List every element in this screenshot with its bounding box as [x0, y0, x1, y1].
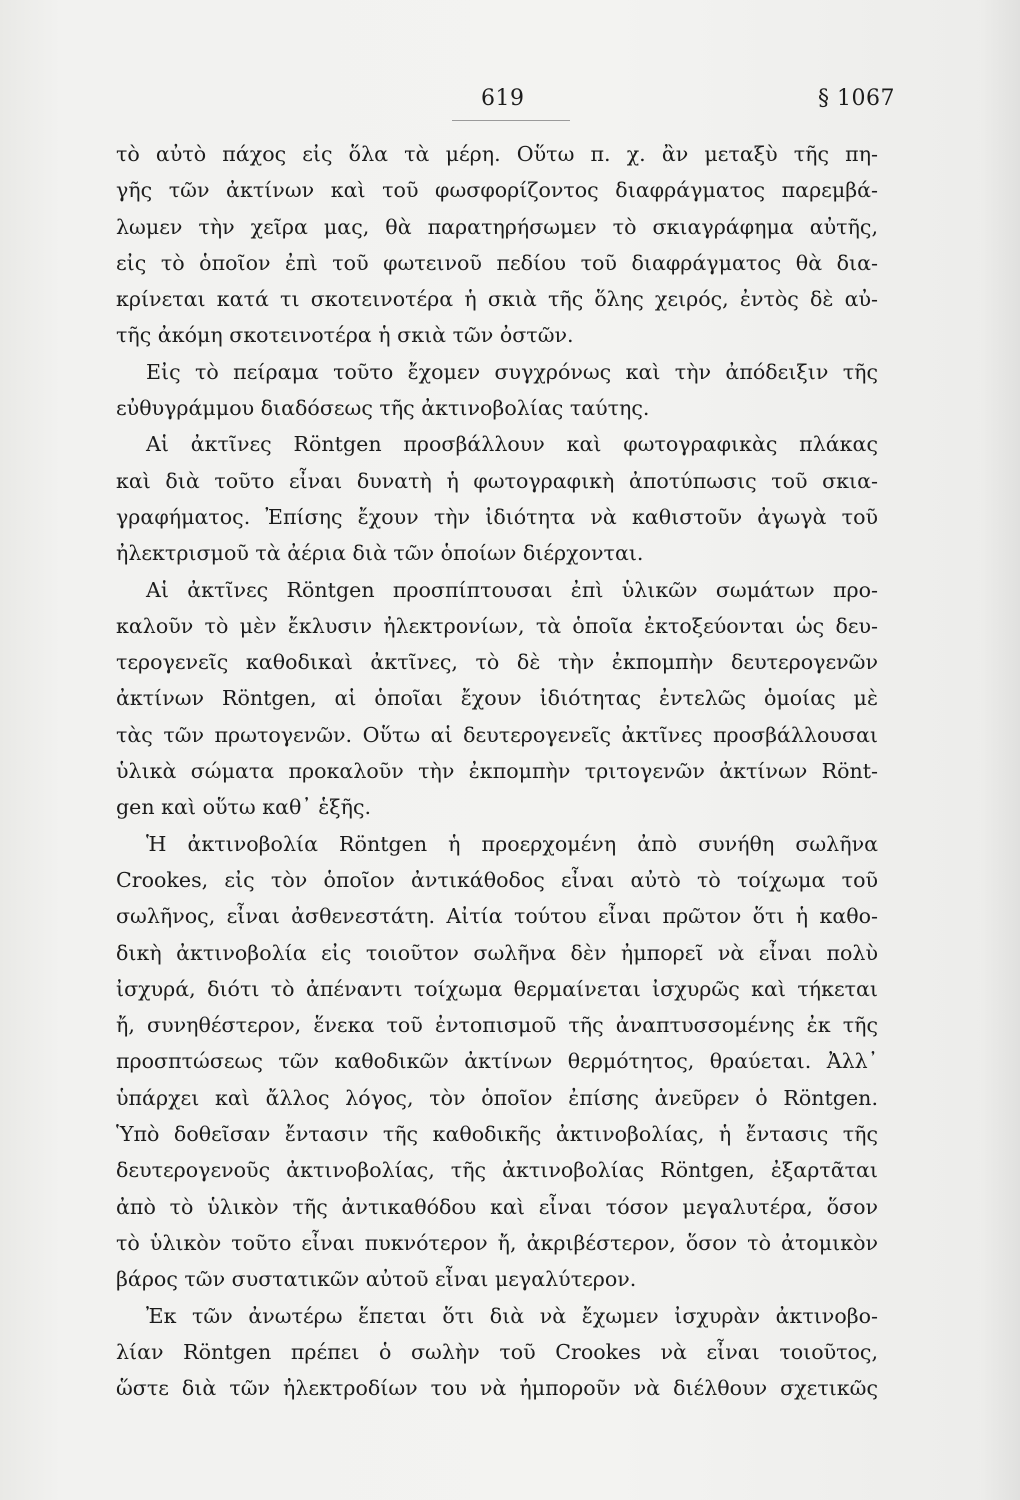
body-text: [116, 136, 878, 1406]
text-line: προσπτώσεως τῶν καθοδικῶν ἀκτίνων θερμότητος, θραύεται. Ἀλλ᾽: [116, 1049, 878, 1074]
text-line: ὑλικὰ σώματα προκαλοῦν τὴν ἐκπομπὴν τριτογενῶν ἀκτίνων Rönt-: [116, 759, 878, 784]
text-line: Ἡ ἀκτινοβολία Röntgen ἡ προερχομένη ἀπὸ συνήθη σωλῆνα: [146, 831, 878, 856]
text-line: ἤ, συνηθέστερον, ἕνεκα τοῦ ἐντοπισμοῦ τῆς ἀναπτυσσομένης ἐκ τῆς: [116, 1013, 878, 1038]
text-line: εὐθυγράμμου διαδόσεως τῆς ἀκτινοβολίας ταύτης.: [116, 396, 650, 421]
page-number: 619: [481, 86, 525, 111]
text-line: τὰς τῶν πρωτογενῶν. Οὕτω αἱ δευτερογενεῖς ἀκτῖνες προσβάλλουσαι: [116, 722, 878, 747]
text-line: Αἱ ἀκτῖνες Röntgen προσπίπτουσαι ἐπὶ ὑλικῶν σωμάτων προ-: [146, 577, 878, 602]
text-line: Ὑπὸ δοθεῖσαν ἔντασιν τῆς καθοδικῆς ἀκτινοβολίας, ἡ ἔντασις τῆς: [116, 1122, 878, 1147]
page-edge-shadow: [980, 0, 1020, 1500]
text-line: τὸ ὑλικὸν τοῦτο εἶναι πυκνότερον ἤ, ἀκριβέστερον, ὅσον τὸ ἀτομικὸν: [116, 1230, 878, 1255]
text-line: Αἱ ἀκτῖνες Röntgen προσβάλλουν καὶ φωτογραφικὰς πλάκας: [146, 432, 878, 457]
header-rule: [452, 120, 570, 121]
page-header: [0, 86, 1020, 126]
text-line: λωμεν τὴν χεῖρα μας, θὰ παρατηρήσωμεν τὸ σκιαγράφημα αὐτῆς,: [116, 214, 878, 239]
text-line: ἀπὸ τὸ ὑλικὸν τῆς ἀντικαθόδου καὶ εἶναι τόσον μεγαλυτέρα, ὅσον: [116, 1194, 878, 1219]
text-line: βάρος τῶν συστατικῶν αὐτοῦ εἶναι μεγαλύτερον.: [116, 1267, 637, 1292]
text-line: Ἐκ τῶν ἀνωτέρω ἕπεται ὅτι διὰ νὰ ἔχωμεν ἰσχυρὰν ἀκτινοβο-: [146, 1303, 878, 1328]
text-line: ἀκτίνων Röntgen, αἱ ὁποῖαι ἔχουν ἰδιότητας ἐντελῶς ὁμοίας μὲ: [116, 686, 878, 711]
text-line: ὑπάρχει καὶ ἄλλος λόγος, τὸν ὁποῖον ἐπίσης ἀνεῦρεν ὁ Röntgen.: [116, 1085, 878, 1110]
text-line: τερογενεῖς καθοδικαὶ ἀκτῖνες, τὸ δὲ τὴν ἐκπομπὴν δευτερογενῶν: [116, 650, 878, 675]
text-line: gen καὶ οὕτω καθ᾽ ἑξῆς.: [116, 795, 372, 820]
text-line: δικὴ ἀκτινοβολία εἰς τοιοῦτον σωλῆνα δὲν ἠμπορεῖ νὰ εἶναι πολὺ: [116, 940, 878, 965]
text-line: ἰσχυρά, διότι τὸ ἀπέναντι τοίχωμα θερμαίνεται ἰσχυρῶς καὶ τήκεται: [116, 976, 878, 1001]
text-line: τὸ αὐτὸ πάχος εἰς ὅλα τὰ μέρη. Οὕτω π. χ. ἂν μεταξὺ τῆς πη-: [116, 142, 878, 166]
text-line: καλοῦν τὸ μὲν ἔκλυσιν ἠλεκτρονίων, τὰ ὁποῖα ἐκτοξεύονται ὡς δευ-: [116, 613, 878, 638]
text-line: Crookes, εἰς τὸν ὁποῖον ἀντικάθοδος εἶναι αὐτὸ τὸ τοίχωμα τοῦ: [116, 867, 878, 892]
text-line: Εἰς τὸ πείραμα τοῦτο ἔχομεν συγχρόνως καὶ τὴν ἀπόδειξιν τῆς: [146, 359, 878, 384]
section-number: § 1067: [818, 86, 895, 111]
text-line: τῆς ἀκόμη σκοτεινοτέρα ἡ σκιὰ τῶν ὀστῶν.: [116, 323, 574, 348]
text-line: γῆς τῶν ἀκτίνων καὶ τοῦ φωσφορίζοντος διαφράγματος παρεμβά-: [116, 178, 878, 203]
text-line: κρίνεται κατά τι σκοτεινοτέρα ἡ σκιὰ τῆς ὅλης χειρός, ἐντὸς δὲ αὐ-: [116, 287, 878, 312]
text-line: σωλῆνος, εἶναι ἀσθενεστάτη. Αἰτία τούτου εἶναι πρῶτον ὅτι ἡ καθο-: [116, 904, 878, 929]
text-line: καὶ διὰ τοῦτο εἶναι δυνατὴ ἡ φωτογραφικὴ ἀποτύπωσις τοῦ σκια-: [116, 468, 878, 493]
text-line: ἠλεκτρισμοῦ τὰ ἀέρια διὰ τῶν ὁποίων διέρχονται.: [116, 541, 644, 566]
text-line: λίαν Röntgen πρέπει ὁ σωλὴν τοῦ Crookes νὰ εἶναι τοιοῦτος,: [116, 1339, 878, 1364]
text-line: εἰς τὸ ὁποῖον ἐπὶ τοῦ φωτεινοῦ πεδίου τοῦ διαφράγματος θὰ δια-: [116, 250, 878, 275]
text-line: δευτερογενοῦς ἀκτινοβολίας, τῆς ἀκτινοβολίας Röntgen, ἐξαρτᾶται: [116, 1158, 878, 1183]
text-line: γραφήματος. Ἐπίσης ἔχουν τὴν ἰδιότητα νὰ καθιστοῦν ἀγωγὰ τοῦ: [116, 504, 878, 529]
text-line: ὥστε διὰ τῶν ἠλεκτροδίων του νὰ ἠμποροῦν νὰ διέλθουν σχετικῶς: [116, 1376, 878, 1401]
